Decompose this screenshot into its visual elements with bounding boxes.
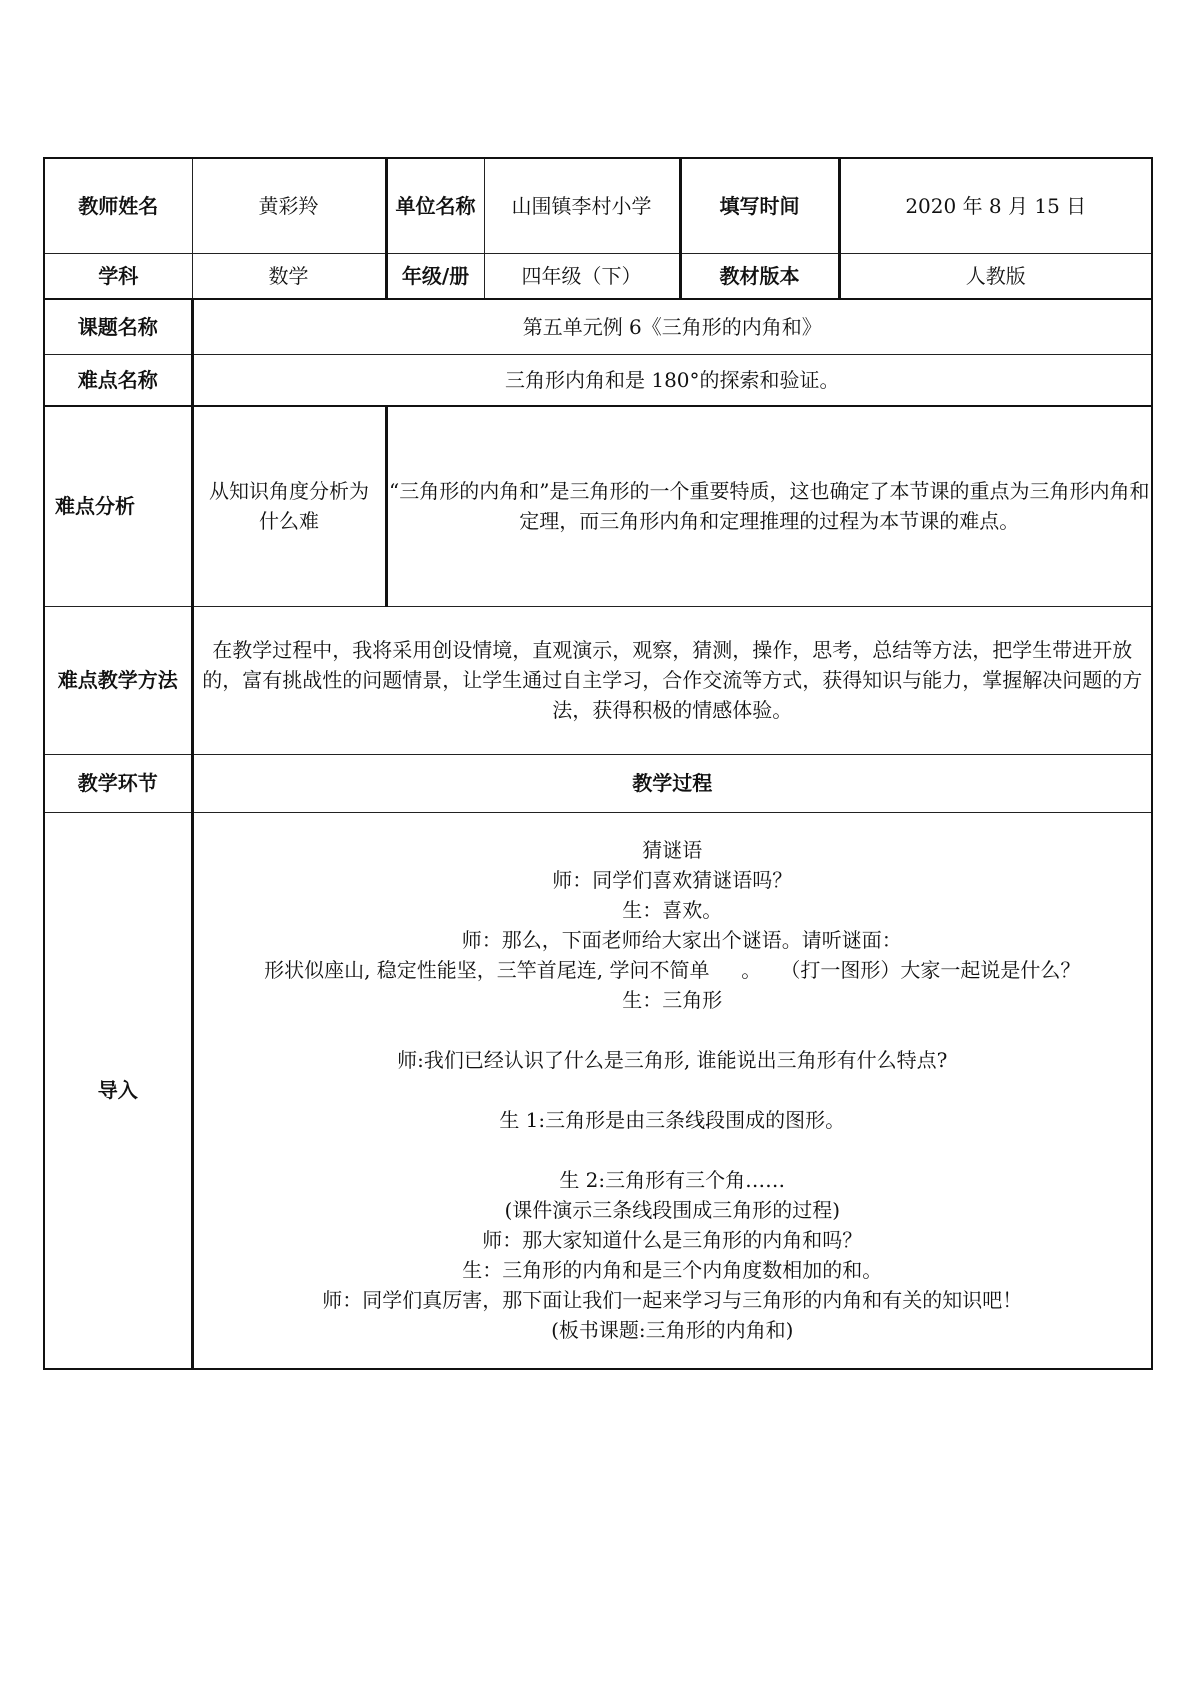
intro-blank-line	[194, 1075, 1152, 1105]
lesson-plan-table	[43, 157, 1153, 1370]
intro-line: 生：喜欢。	[622, 898, 723, 923]
subject-label: 学科	[44, 253, 192, 299]
intro-stage-label: 导入	[44, 812, 192, 1369]
intro-line: 师:我们已经认识了什么是三角形, 谁能说出三角形有什么特点?	[397, 1048, 948, 1073]
teacher-name-label: 教师姓名	[44, 158, 192, 253]
fill-date-value: 2020 年 8 月 15 日	[839, 158, 1152, 253]
header-row-2	[44, 253, 1152, 299]
intro-row	[44, 812, 1152, 1369]
intro-blank-line	[194, 1015, 1152, 1045]
intro-line: 师：那大家知道什么是三角形的内角和吗？	[482, 1228, 863, 1253]
unit-name-label: 单位名称	[386, 158, 484, 253]
intro-line: 师：同学们喜欢猜谜语吗？	[552, 868, 793, 893]
intro-line: (课件演示三条线段围成三角形的过程)	[504, 1198, 841, 1223]
fill-date-label: 填写时间	[680, 158, 839, 253]
edition-label: 教材版本	[680, 253, 839, 299]
analysis-label: 难点分析	[44, 406, 192, 606]
difficulty-row	[44, 354, 1152, 406]
method-label: 难点教学方法	[44, 606, 192, 754]
intro-line: 师：那么，下面老师给大家出个谜语。请听谜面：	[442, 928, 902, 953]
grade-label: 年级/册	[386, 253, 484, 299]
method-row	[44, 606, 1152, 754]
topic-value: 第五单元例 6《三角形的内角和》	[192, 299, 1152, 354]
difficulty-label: 难点名称	[44, 354, 192, 406]
subject-value: 数学	[192, 253, 386, 299]
edition-value: 人教版	[839, 253, 1152, 299]
intro-line: 生：三角形	[622, 988, 723, 1013]
unit-name-value: 山围镇李村小学	[484, 158, 680, 253]
analysis-row	[44, 406, 1152, 606]
intro-line: (板书课题:三角形的内角和)	[551, 1318, 794, 1343]
process-header-label: 教学过程	[192, 754, 1152, 812]
topic-label: 课题名称	[44, 299, 192, 354]
header-row-1	[44, 158, 1152, 253]
intro-line: 生 2:三角形有三个角……	[559, 1168, 786, 1193]
intro-line: 猜谜语	[642, 838, 703, 863]
intro-line: 生 1:三角形是由三条线段围成的图形。	[499, 1108, 846, 1133]
process-header-row	[44, 754, 1152, 812]
teacher-name-value: 黄彩羚	[192, 158, 386, 253]
grade-value: 四年级（下）	[484, 253, 680, 299]
stage-header-label: 教学环节	[44, 754, 192, 812]
intro-line: 师：同学们真厉害，那下面让我们一起来学习与三角形的内角和有关的知识吧！	[322, 1288, 1023, 1313]
intro-process-cell	[192, 812, 1152, 1369]
analysis-text: “三角形的内角和”是三角形的一个重要特质，这也确定了本节课的重点为三角形内角和定理，而三角形内角和定理推理的过程为本节课的难点。	[386, 406, 1152, 606]
method-text: 在教学过程中，我将采用创设情境，直观演示，观察，猜测，操作，思考，总结等方法，把学生带进开放的，富有挑战性的问题情景，让学生通过自主学习，合作交流等方式，获得知识与能力，掌握解决问题的方法，获得积极的情感体验。	[192, 606, 1152, 754]
difficulty-value: 三角形内角和是 180°的探索和验证。	[192, 354, 1152, 406]
topic-row	[44, 299, 1152, 354]
intro-blank-line	[194, 1135, 1152, 1165]
analysis-sub-label: 从知识角度分析为什么难	[192, 406, 386, 606]
intro-line: 生：三角形的内角和是三个内角度数相加的和。	[462, 1258, 883, 1283]
intro-line: 形状似座山, 稳定性能坚，三竿首尾连, 学问不简单 。 （打一图形）大家一起说是什么？	[264, 958, 1081, 983]
